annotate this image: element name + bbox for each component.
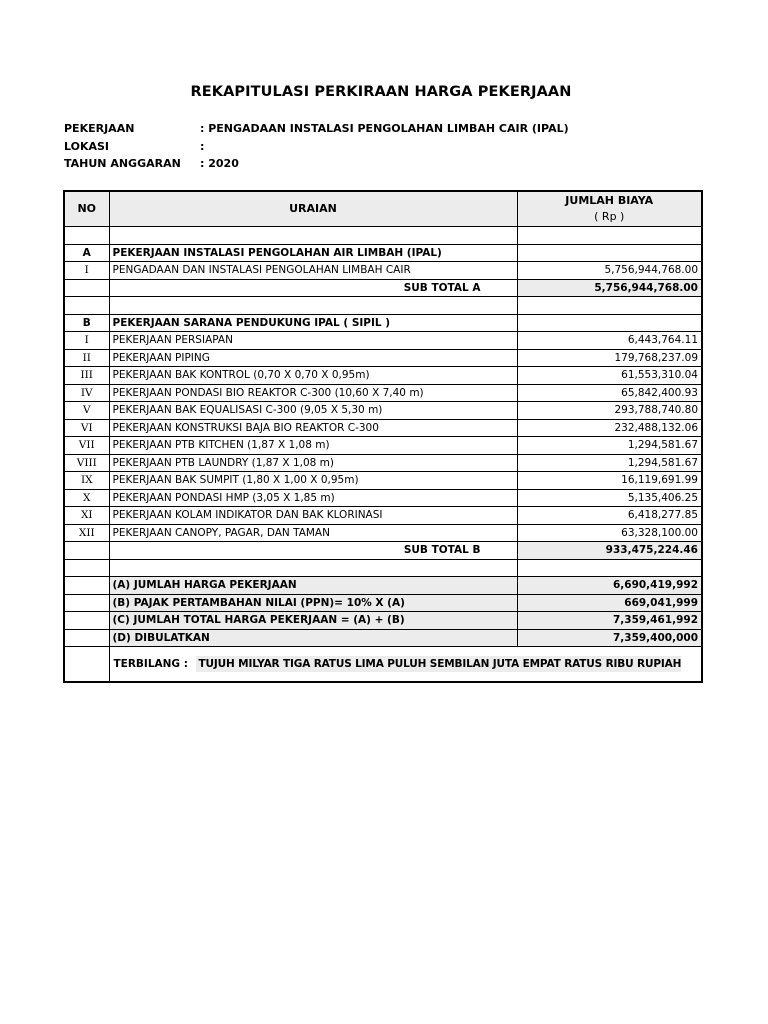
summary-amount: 7,359,461,992 — [517, 612, 702, 630]
item-no: IX — [64, 472, 109, 490]
item-desc: PEKERJAAN CANOPY, PAGAR, DAN TAMAN — [109, 524, 517, 542]
table-row — [64, 402, 702, 420]
item-desc: PEKERJAAN BAK EQUALISASI C-300 (9,05 X 5,30 m) — [109, 402, 517, 420]
item-desc: PEKERJAAN BAK KONTROL (0,70 X 0,70 X 0,95m) — [109, 367, 517, 385]
table-row — [64, 524, 702, 542]
subtotal-amount: 933,475,224.46 — [517, 542, 702, 560]
table-row — [64, 437, 702, 455]
terbilang-cell — [109, 647, 702, 683]
subtotal-a-row — [64, 279, 702, 297]
terbilang-row — [64, 647, 702, 683]
empty-cell — [109, 297, 517, 315]
header-jumlah-biaya — [517, 191, 702, 227]
meta-label: LOKASI — [64, 140, 110, 153]
header-biaya-unit: ( Rp ) — [594, 210, 625, 223]
section-code: B — [64, 314, 109, 332]
spacer-row — [64, 559, 702, 577]
summary-row — [64, 612, 702, 630]
meta-label: PEKERJAAN — [64, 122, 135, 135]
summary-amount: 669,041,999 — [517, 594, 702, 612]
empty-cell — [64, 559, 109, 577]
item-no: II — [64, 349, 109, 367]
empty-cell — [517, 314, 702, 332]
table-row — [64, 489, 702, 507]
item-amount: 232,488,132.06 — [517, 419, 702, 437]
table-row — [64, 262, 702, 280]
terbilang-value: TUJUH MILYAR TIGA RATUS LIMA PULUH SEMBILAN JUTA EMPAT RATUS RIBU RUPIAH — [196, 656, 682, 672]
page-title: REKAPITULASI PERKIRAAN HARGA PEKERJAAN — [190, 84, 572, 100]
header-uraian: URAIAN — [109, 191, 517, 227]
meta-label: TAHUN ANGGARAN — [64, 157, 181, 170]
item-desc: PENGADAAN DAN INSTALASI PENGOLAHAN LIMBAH CAIR — [109, 262, 517, 280]
empty-cell — [64, 629, 109, 647]
section-code: A — [64, 244, 109, 262]
item-no: III — [64, 367, 109, 385]
meta-value: : 2020 — [200, 157, 239, 170]
section-title: PEKERJAAN SARANA PENDUKUNG IPAL ( SIPIL ) — [109, 314, 517, 332]
subtotal-label: SUB TOTAL B — [109, 542, 517, 560]
section-b-header-row — [64, 314, 702, 332]
empty-cell — [517, 244, 702, 262]
item-amount: 63,328,100.00 — [517, 524, 702, 542]
item-desc: PEKERJAAN PONDASI HMP (3,05 X 1,85 m) — [109, 489, 517, 507]
empty-cell — [109, 559, 517, 577]
item-no: X — [64, 489, 109, 507]
item-amount: 5,135,406.25 — [517, 489, 702, 507]
item-amount: 1,294,581.67 — [517, 437, 702, 455]
item-no: VII — [64, 437, 109, 455]
item-amount: 16,119,691.99 — [517, 472, 702, 490]
item-no: VIII — [64, 454, 109, 472]
subtotal-label: SUB TOTAL A — [109, 279, 517, 297]
table-row — [64, 472, 702, 490]
summary-row — [64, 629, 702, 647]
empty-cell — [64, 227, 109, 245]
empty-cell — [64, 612, 109, 630]
empty-cell — [517, 559, 702, 577]
table-row — [64, 332, 702, 350]
summary-amount: 7,359,400,000 — [517, 629, 702, 647]
item-desc: PEKERJAAN BAK SUMPIT (1,80 X 1,00 X 0,95m) — [109, 472, 517, 490]
item-amount: 65,842,400.93 — [517, 384, 702, 402]
item-amount: 1,294,581.67 — [517, 454, 702, 472]
item-amount: 5,756,944,768.00 — [517, 262, 702, 280]
item-amount: 6,418,277.85 — [517, 507, 702, 525]
subtotal-amount: 5,756,944,768.00 — [517, 279, 702, 297]
item-no: VI — [64, 419, 109, 437]
empty-cell — [64, 542, 109, 560]
empty-cell — [64, 577, 109, 595]
section-title: PEKERJAAN INSTALASI PENGOLAHAN AIR LIMBAH (IPAL) — [109, 244, 517, 262]
item-desc: PEKERJAAN PONDASI BIO REAKTOR C-300 (10,60 X 7,40 m) — [109, 384, 517, 402]
header-no: NO — [64, 191, 109, 227]
empty-cell — [517, 297, 702, 315]
section-a-header-row — [64, 244, 702, 262]
item-desc: PEKERJAAN PERSIAPAN — [109, 332, 517, 350]
rekap-table — [63, 190, 703, 683]
item-amount: 6,443,764.11 — [517, 332, 702, 350]
table-row — [64, 454, 702, 472]
meta-value: : — [200, 140, 205, 153]
terbilang-label: TERBILANG : — [113, 658, 188, 670]
summary-label: (B) PAJAK PERTAMBAHAN NILAI (PPN)= 10% X (A) — [109, 594, 517, 612]
summary-label: (A) JUMLAH HARGA PEKERJAAN — [109, 577, 517, 595]
item-desc: PEKERJAAN PIPING — [109, 349, 517, 367]
table-row — [64, 349, 702, 367]
empty-cell — [64, 594, 109, 612]
empty-cell — [109, 227, 517, 245]
empty-cell — [517, 227, 702, 245]
item-no: I — [64, 332, 109, 350]
item-desc: PEKERJAAN PTB KITCHEN (1,87 X 1,08 m) — [109, 437, 517, 455]
item-desc: PEKERJAAN KONSTRUKSI BAJA BIO REAKTOR C-300 — [109, 419, 517, 437]
table-row — [64, 384, 702, 402]
empty-cell — [64, 647, 109, 683]
item-no: XI — [64, 507, 109, 525]
summary-row — [64, 594, 702, 612]
item-no: V — [64, 402, 109, 420]
empty-cell — [64, 279, 109, 297]
item-no: IV — [64, 384, 109, 402]
item-amount: 293,788,740.80 — [517, 402, 702, 420]
summary-amount: 6,690,419,992 — [517, 577, 702, 595]
summary-label: (C) JUMLAH TOTAL HARGA PEKERJAAN = (A) + (B) — [109, 612, 517, 630]
spacer-row — [64, 297, 702, 315]
table-header-row — [64, 191, 702, 227]
table-row — [64, 507, 702, 525]
meta-value: : PENGADAAN INSTALASI PENGOLAHAN LIMBAH CAIR (IPAL) — [200, 122, 569, 135]
item-no: XII — [64, 524, 109, 542]
item-desc: PEKERJAAN PTB LAUNDRY (1,87 X 1,08 m) — [109, 454, 517, 472]
header-biaya-label: JUMLAH BIAYA — [565, 194, 654, 207]
spacer-row — [64, 227, 702, 245]
summary-label: (D) DIBULATKAN — [109, 629, 517, 647]
summary-row — [64, 577, 702, 595]
item-no: I — [64, 262, 109, 280]
table-row — [64, 419, 702, 437]
item-desc: PEKERJAAN KOLAM INDIKATOR DAN BAK KLORINASI — [109, 507, 517, 525]
subtotal-b-row — [64, 542, 702, 560]
table-row — [64, 367, 702, 385]
item-amount: 61,553,310.04 — [517, 367, 702, 385]
empty-cell — [64, 297, 109, 315]
item-amount: 179,768,237.09 — [517, 349, 702, 367]
